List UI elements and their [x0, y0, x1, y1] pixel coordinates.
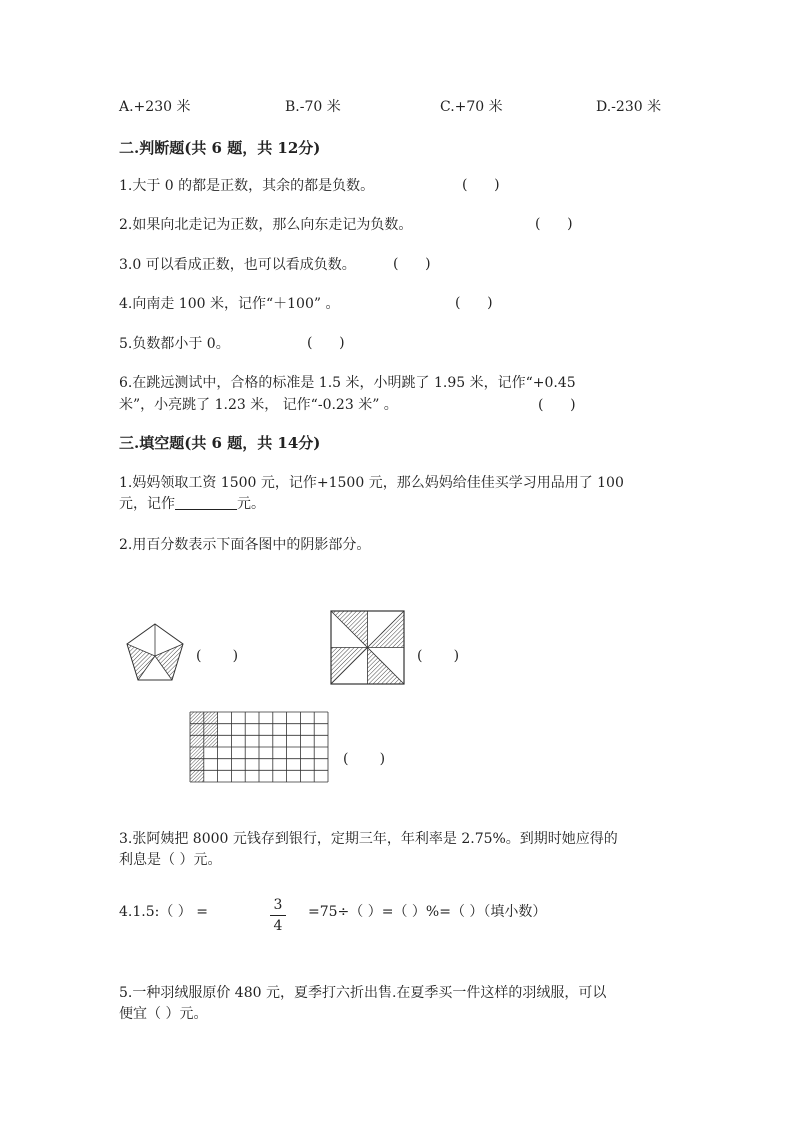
- judge-item-5: 5.负数都小于 0。: [119, 336, 230, 352]
- grid-shaded-cell: [190, 747, 204, 759]
- grid-shaded-cell: [190, 759, 204, 771]
- judge-answer-1[interactable]: ( ): [462, 177, 500, 193]
- fill-q2-text: 2.用百分数表示下面各图中的阴影部分。: [119, 537, 371, 553]
- judge-answer-2[interactable]: ( ): [535, 216, 573, 232]
- grid-answer[interactable]: ( ): [343, 751, 386, 767]
- judge-item-4: 4.向南走 100 米，记作“＋100” 。: [119, 296, 340, 312]
- fill-q1-suffix: 元。: [237, 496, 265, 512]
- fill-q1-blank[interactable]: [175, 493, 237, 510]
- pentagon-figure: [125, 622, 185, 684]
- square-figure: [331, 611, 404, 684]
- grid-shaded-cell: [190, 735, 204, 747]
- fill-q1-line1: 1.妈妈领取工资 1500 元，记作+1500 元，那么妈妈给佳佳买学习用品用了 100: [119, 475, 624, 491]
- fill-q3-line1: 3.张阿姨把 8000 元钱存到银行，定期三年，年利率是 2.75%。到期时她应得的: [119, 831, 618, 847]
- grid-shaded-cell: [190, 724, 204, 736]
- judge-item-6-line2: 米”，小亮跳了 1.23 米， 记作“-0.23 米” 。: [119, 397, 398, 413]
- fill-q3-line2: 利息是（ ）元。: [119, 852, 222, 868]
- judge-answer-4[interactable]: ( ): [455, 295, 493, 311]
- grid-shaded-cell: [204, 735, 218, 747]
- fill-q4-fraction: [270, 896, 286, 935]
- section3-heading: 三.填空题(共 6 题，共 14分): [119, 434, 321, 452]
- pentagon-answer[interactable]: ( ): [196, 648, 239, 664]
- grid-shaded-cell: [190, 712, 204, 724]
- fill-q4-prefix: 4.1.5:（ ） =: [119, 904, 208, 920]
- judge-answer-3[interactable]: ( ): [393, 256, 431, 272]
- fraction-denominator: 4: [273, 918, 283, 934]
- grid-shaded-cell: [204, 712, 218, 724]
- judge-answer-6[interactable]: ( ): [538, 397, 576, 413]
- judge-answer-5[interactable]: ( ): [307, 335, 345, 351]
- fill-q5-line2: 便宜（ ）元。: [119, 1006, 208, 1022]
- fill-q1-prefix: 元，记作: [119, 496, 175, 512]
- judge-item-1: 1.大于 0 的都是正数，其余的都是负数。: [119, 178, 375, 194]
- option-d[interactable]: D.-230 米: [596, 99, 662, 115]
- judge-item-6-line1: 6.在跳远测试中，合格的标准是 1.5 米，小明跳了 1.95 米，记作“+0.45: [119, 375, 576, 391]
- section2-heading: 二.判断题(共 6 题，共 12分): [119, 139, 321, 157]
- option-a[interactable]: A.+230 米: [119, 99, 191, 115]
- fill-q1-line2: [119, 493, 265, 514]
- judge-item-3: 3.0 可以看成正数，也可以看成负数。: [119, 257, 356, 273]
- grid-shaded-cell: [204, 724, 218, 736]
- square-answer[interactable]: ( ): [417, 648, 460, 664]
- grid-figure: [190, 712, 328, 782]
- judge-item-2: 2.如果向北走记为正数，那么向东走记为负数。: [119, 217, 413, 233]
- fill-q5-line1: 5.一种羽绒服原价 480 元，夏季打六折出售.在夏季买一件这样的羽绒服，可以: [119, 985, 607, 1001]
- fill-q4-suffix: =75÷（ ）=（ ）%=（ ）（填小数）: [308, 904, 547, 920]
- grid-shaded-cell: [190, 770, 204, 782]
- fraction-numerator: 3: [273, 897, 283, 913]
- option-c[interactable]: C.+70 米: [440, 99, 503, 115]
- option-b[interactable]: B.-70 米: [285, 99, 341, 115]
